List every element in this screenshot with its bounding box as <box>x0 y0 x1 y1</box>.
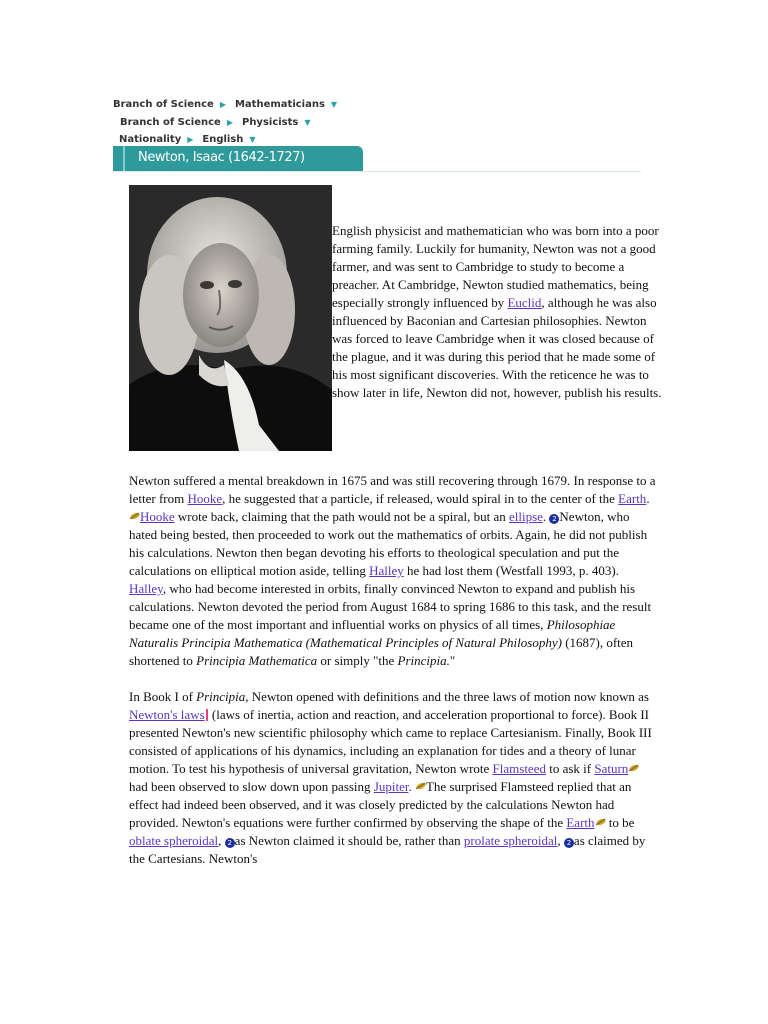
article-body <box>129 472 659 886</box>
text-run: . <box>542 509 550 524</box>
text-run: , although he was also influenced by Baconian and Cartesian philosophies. Newton was forced to leave Cambridge when it was closed because of the plague, and it was during this period that he made some of his most significant discoveries. With the reticence he was to show later in life, Newton did not, however, publish his results. <box>332 295 662 400</box>
text-run: " <box>449 653 456 668</box>
text-run: , <box>557 833 564 848</box>
link-halley[interactable]: Halley <box>369 563 404 578</box>
text-run: to ask if <box>545 761 595 776</box>
title-tab <box>113 146 363 171</box>
italic-title: Principia, <box>196 689 249 704</box>
breadcrumb-row <box>113 96 337 114</box>
triangle-right-icon: ▶ <box>187 135 194 144</box>
text-run: wrote back, claiming that the path would not be a spiral, but an <box>174 509 509 524</box>
text-run: or simply "the <box>317 653 398 668</box>
text-run: . <box>408 779 415 794</box>
portrait-drawing <box>129 185 332 451</box>
crumb-physicists[interactable]: Physicists <box>241 116 299 128</box>
link-oblate-spheroidal[interactable]: oblate spheroidal <box>129 833 219 848</box>
link-ellipse[interactable]: ellipse <box>508 509 543 524</box>
text-run: had been observed to slow down upon passing <box>129 779 374 794</box>
text-run: , who had become interested in orbits, finally convinced Newton to expand and publish his calculations. Newton devoted the period from August 1684 to spring 1686 to this task, and the result became one of the most important and influential works on physics of all times, <box>129 581 652 632</box>
link-euclid[interactable]: Euclid <box>507 295 542 310</box>
breadcrumb-row <box>120 114 337 132</box>
text-run: The surprised Flamsteed replied that an effect had indeed been observed, and it was closely predicted by the calculations Newton had provided. Newton's equations were further confirmed by observing the shape of the <box>129 779 632 830</box>
text-run: Newton suffered a mental breakdown in 1675 and was still recovering through 1679. In response to a letter from <box>129 473 656 506</box>
marker-bar-icon[interactable] <box>206 709 208 721</box>
text-run: . <box>646 491 650 506</box>
paragraph <box>129 688 659 868</box>
link-hooke[interactable]: Hooke <box>187 491 223 506</box>
triangle-down-icon[interactable]: ▼ <box>330 100 338 109</box>
text-run: Newton, who hated being bested, then proceeded to work out the mathematics of orbits. Again, he did not publish his calculations. Newton then began devoting his efforts to theological speculation and put the calculations on elliptical motion aside, telling <box>129 509 648 578</box>
link-saturn[interactable]: Saturn <box>594 761 629 776</box>
italic-title: Philosophiae Naturalis Principia Mathematica (Mathematical Principles of Natural Philosophy) <box>129 617 616 650</box>
crumb-english[interactable]: English <box>202 134 244 145</box>
link-halley[interactable]: Halley <box>129 581 163 596</box>
triangle-right-icon: ▶ <box>219 100 226 109</box>
triangle-down-icon[interactable]: ▼ <box>304 117 311 127</box>
leaf-icon[interactable] <box>129 512 140 520</box>
link-earth[interactable]: Earth <box>566 815 595 830</box>
leaf-icon[interactable] <box>628 764 639 772</box>
text-run: he had lost them (Westfall 1993, p. 403). <box>403 563 619 578</box>
text-run: English physicist and mathematician who was born into a poor farming family. Luckily for humanity, Newton was not a good farmer, and was sent to Cambridge to study to become a preacher. At Cambridge, Newton studied mathematics, being especially strongly influenced by <box>332 223 659 310</box>
title-divider <box>113 171 641 172</box>
crumb-branch-of-science[interactable]: Branch of Science <box>120 116 221 128</box>
numbered-circle-icon[interactable]: 2 <box>549 514 559 524</box>
link-prolate-spheroidal[interactable]: prolate spheroidal <box>463 833 558 848</box>
link-earth[interactable]: Earth <box>618 491 647 506</box>
text-run: (laws of inertia, action and reaction, and acceleration proportional to force). Book II presented Newton's new scientific philosophy which came to replace Cartesianism. Finally, Book III consisted of applications of his dynamics, including an explanation for tides and a theory of lunar motion. To test his hypothesis of universal gravitation, Newton wrote <box>129 707 652 776</box>
leaf-icon[interactable] <box>595 818 606 826</box>
link-hooke[interactable]: Hooke <box>140 509 175 524</box>
portrait-image <box>129 185 332 451</box>
link-jupiter[interactable]: Jupiter <box>373 779 409 794</box>
italic-title: Principia Mathematica <box>196 653 318 668</box>
numbered-circle-icon[interactable]: 2 <box>564 838 574 848</box>
text-run: , <box>218 833 225 848</box>
text-run: as claimed by the Cartesians. Newton's <box>129 833 646 866</box>
text-run: (1687), often shortened to <box>129 635 634 668</box>
intro-paragraph <box>332 222 662 402</box>
numbered-circle-icon[interactable]: 2 <box>225 838 235 848</box>
paragraph <box>129 472 659 670</box>
text-run: , he suggested that a particle, if released, would spiral in to the center of the <box>222 491 619 506</box>
crumb-nationality[interactable]: Nationality <box>119 134 182 145</box>
link-flamsteed[interactable]: Flamsteed <box>492 761 546 776</box>
link-newtons-laws[interactable]: Newton's laws <box>129 707 205 722</box>
triangle-right-icon: ▶ <box>226 117 233 127</box>
crumb-branch-of-science[interactable]: Branch of Science <box>113 99 214 110</box>
title-tab-accent <box>123 146 125 171</box>
crumb-mathematicians[interactable]: Mathematicians <box>234 99 325 110</box>
italic-title: Principia. <box>397 653 450 668</box>
text-run: to be <box>605 815 635 830</box>
page-title: Newton, Isaac (1642-1727) <box>138 150 305 165</box>
leaf-icon[interactable] <box>415 782 426 790</box>
breadcrumb <box>113 96 337 149</box>
text-run: Newton opened with definitions and the three laws of motion now known as <box>248 689 649 704</box>
text-run: In Book I of <box>129 689 197 704</box>
text-run: as Newton claimed it should be, rather than <box>234 833 464 848</box>
triangle-down-icon[interactable]: ▼ <box>249 135 256 144</box>
